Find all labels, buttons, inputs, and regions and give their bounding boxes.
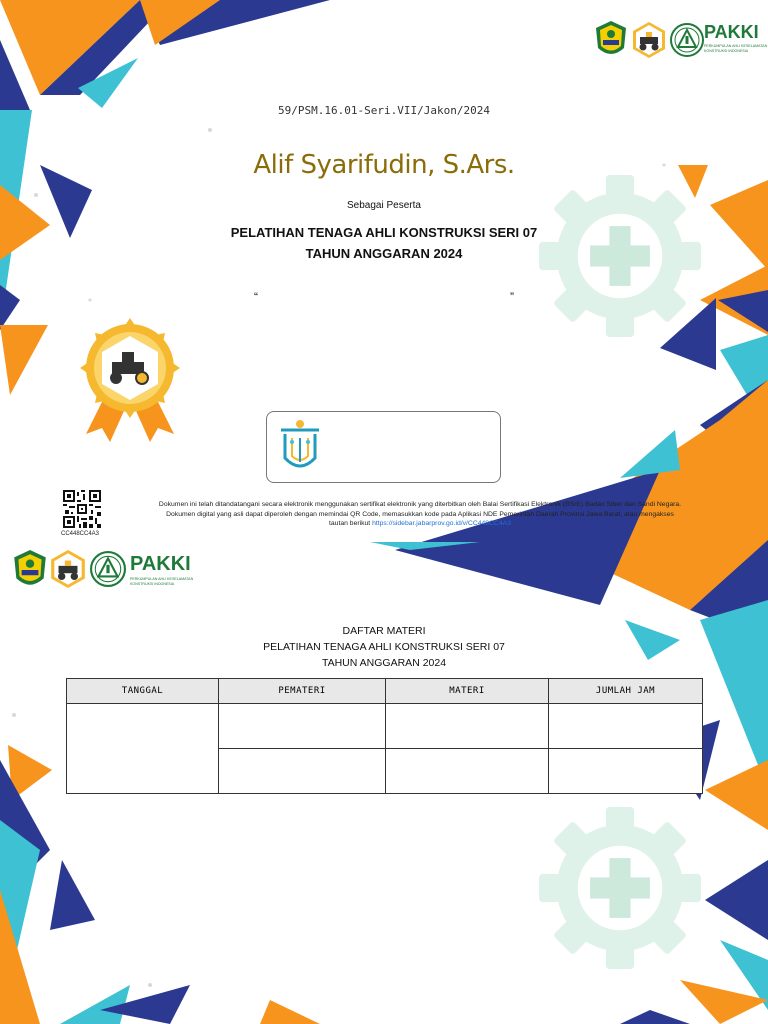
- course-title-line1: PELATIHAN TENAGA AHLI KONSTRUKSI SERI 07: [230, 225, 538, 240]
- table-cell-pemateri: [219, 749, 386, 794]
- quote-close: ”: [510, 290, 514, 304]
- materials-subtitle-line2: TAHUN ANGGARAN 2024: [321, 657, 447, 669]
- notice-line1: Dokumen ini telah ditandatangani secara elektronik menggunakan sertifikat elektronik yang diterbitkan oleh Balai Sertifikasi Elektronik (BSrE) Badan Siber dan Sandi Negara.: [158, 501, 682, 508]
- pakki-emblem-icon: [90, 551, 126, 587]
- qr-code-text: CC448CC4A3: [61, 531, 100, 537]
- digital-signature-icon: [277, 418, 323, 476]
- certificate-number: 59/PSM.16.01-Seri.VII/Jakon/2024: [278, 104, 490, 117]
- table-row: [67, 704, 703, 749]
- verification-notice: [130, 500, 710, 529]
- table-header-row: [67, 679, 703, 704]
- gear-watermark-bottom: [532, 800, 708, 976]
- construction-logo-icon: [630, 21, 668, 59]
- construction-logo-icon: [48, 549, 88, 589]
- column-header-materi: MATERI: [386, 679, 549, 704]
- province-emblem-icon: [594, 20, 628, 60]
- recipient-name: Alif Syarifudin, S.Ars.: [253, 150, 515, 180]
- quote-open: “: [254, 290, 258, 304]
- award-badge-icon: [78, 316, 182, 444]
- pakki-wordmark: PAKKI: [130, 553, 191, 575]
- header-logos: [594, 20, 768, 62]
- verification-link[interactable]: https://sidebar.jabarprov.go.id/v/CC448CC4A3: [372, 520, 511, 527]
- e-signature-box: [266, 411, 501, 483]
- column-header-jumlah-jam: JUMLAH JAM: [549, 679, 703, 704]
- province-emblem-icon: [12, 549, 48, 591]
- table-cell-tanggal: [67, 704, 219, 794]
- column-header-tanggal: TANGGAL: [67, 679, 219, 704]
- recipient-role: Sebagai Peserta: [347, 200, 421, 211]
- materials-table: [66, 678, 703, 794]
- pakki-emblem-icon: [670, 23, 704, 57]
- pakki-subtitle: PERKUMPULAN AHLI KESELAMATAN KONSTRUKSI INDONESIA: [704, 44, 768, 53]
- course-title-line2: TAHUN ANGGARAN 2024: [305, 246, 463, 261]
- column-header-pemateri: PEMATERI: [219, 679, 386, 704]
- table-cell-jumlah-jam: [549, 704, 703, 749]
- pakki-subtitle: PERKUMPULAN AHLI KESELAMATAN KONSTRUKSI INDONESIA: [130, 577, 194, 586]
- table-cell-materi: [386, 749, 549, 794]
- notice-line2: Dokumen digital yang asli dapat diperoleh dengan memindai QR Code, memasukkan kode pada Aplikasi NDE Pemerintah Daerah Provinsi Jawa Barat, atau mengakses: [166, 510, 674, 518]
- notice-line3: tautan berikut https://sidebar.jabarprov.go.id/v/CC448CC4A3: [329, 520, 511, 527]
- footer-logos: [12, 547, 194, 593]
- table-cell-jumlah-jam: [549, 749, 703, 794]
- pakki-wordmark: PAKKI: [704, 22, 759, 42]
- qr-code[interactable]: [63, 490, 101, 528]
- table-cell-materi: [386, 704, 549, 749]
- materials-title: DAFTAR MATERI: [342, 625, 426, 637]
- table-cell-pemateri: [219, 704, 386, 749]
- materials-subtitle-line1: PELATIHAN TENAGA AHLI KONSTRUKSI SERI 07: [263, 641, 505, 653]
